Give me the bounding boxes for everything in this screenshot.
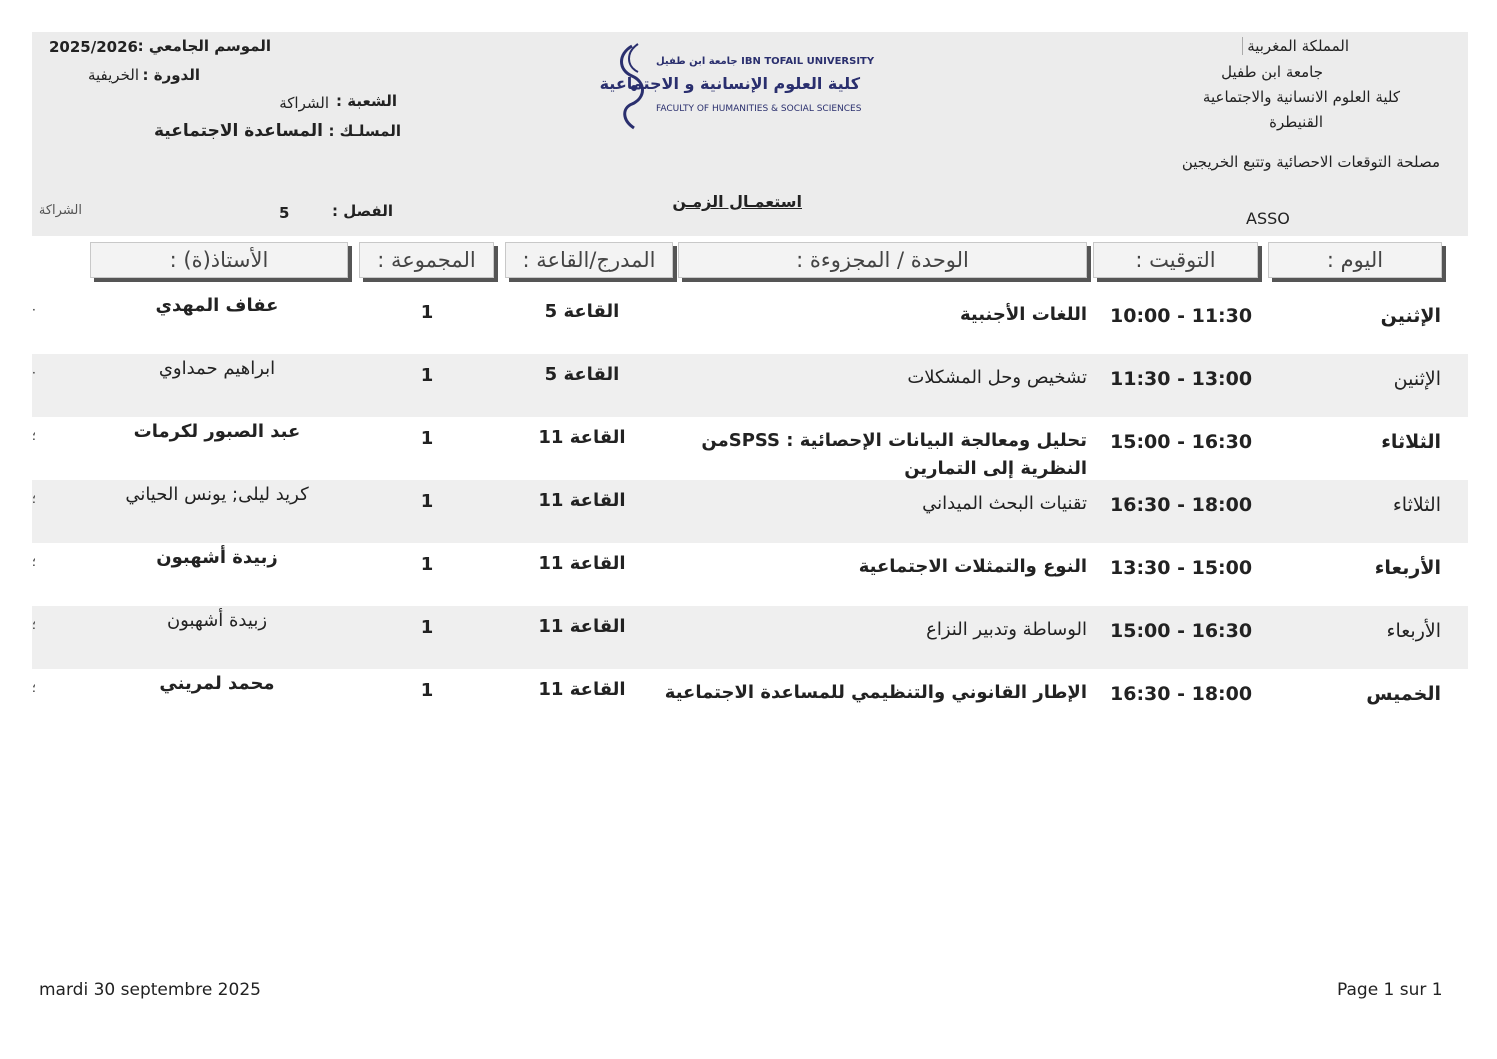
row-edge-mark: ؛ (32, 618, 36, 632)
time-cell: 15:00 - 16:30 (1110, 620, 1253, 642)
module-cell: الإطار القانوني والتنظيمي للمساعدة الاجتماعية (664, 682, 1087, 703)
module-cell: الوساطة وتدبير النزاع (926, 619, 1087, 640)
group-cell: 1 (420, 617, 434, 638)
branch-value: الشراكة (279, 94, 329, 112)
track-label: المسلـك : (328, 122, 401, 140)
institution-university: جامعة ابن طفيل (1221, 63, 1323, 81)
room-cell: القاعة 11 (538, 679, 626, 700)
professor-cell: عفاف المهدي (155, 295, 279, 316)
day-cell: الخميس (1366, 683, 1441, 705)
group-cell: 1 (420, 491, 434, 512)
time-cell: 16:30 - 18:00 (1110, 494, 1253, 516)
institution-kingdom: المملكة المغربية (1242, 37, 1349, 55)
semester-label: الفصل : (332, 202, 393, 220)
professor-cell: ابراهيم حمداوي (158, 358, 276, 379)
time-cell: 16:30 - 18:00 (1110, 683, 1253, 705)
row-edge-mark: ؛ (32, 492, 36, 506)
logo-line-3: FACULTY OF HUMANITIES & SOCIAL SCIENCES (656, 104, 862, 114)
professor-cell: محمد لمريني (159, 673, 275, 694)
time-cell: 10:00 - 11:30 (1110, 305, 1253, 327)
room-cell: القاعة 5 (544, 364, 620, 385)
branch-label: الشعبة : (336, 92, 397, 110)
logo-line-1: جامعة ابن طفيل IBN TOFAIL UNIVERSITY (656, 56, 875, 67)
session-label: الدورة : (142, 66, 200, 84)
footer-page-number: Page 1 sur 1 (1337, 980, 1443, 1000)
institution-service: مصلحة التوقعات الاحصائية وتتبع الخريجين (1181, 153, 1440, 171)
track-value: المساعدة الاجتماعية (154, 121, 323, 141)
day-cell: الأربعاء (1386, 620, 1441, 642)
group-cell: 1 (420, 365, 434, 386)
module-line-2: النظرية إلى التمارين (904, 458, 1087, 479)
column-header-day: اليوم : (1268, 242, 1442, 278)
university-logo (599, 40, 875, 132)
professor-cell: عبد الصبور لكرمات (133, 421, 301, 442)
row-edge-mark: ؛ (32, 555, 36, 569)
time-cell: 11:30 - 13:00 (1110, 368, 1253, 390)
table-row (32, 606, 1468, 669)
column-header-time: التوقيت : (1093, 242, 1258, 278)
day-cell: الثلاثاء (1381, 431, 1441, 453)
module-cell: اللغات الأجنبية (959, 304, 1087, 325)
group-cell: 1 (420, 302, 434, 323)
group-cell: 1 (420, 680, 434, 701)
row-edge-mark: ؛ (32, 429, 36, 443)
institution-faculty: كلية العلوم الانسانية والاجتماعية (1202, 88, 1400, 106)
column-header-room: المدرج/القاعة : (505, 242, 673, 278)
program-code: ASSO (1246, 209, 1290, 228)
column-header-professor: الأستاذ(ة) : (90, 242, 348, 278)
module-cell: تشخيص وحل المشكلات (907, 367, 1087, 388)
professor-cell: كريد ليلى; يونس الحياني (125, 484, 309, 505)
table-row (32, 417, 1468, 480)
day-cell: الإثنين (1380, 305, 1441, 327)
module-cell: تقنيات البحث الميداني (922, 493, 1087, 514)
table-row (32, 354, 1468, 417)
column-header-module: الوحدة / المجزوءة : (678, 242, 1087, 278)
room-cell: القاعة 11 (538, 553, 626, 574)
table-row (32, 291, 1468, 354)
row-edge-mark: · (32, 303, 36, 317)
module-cell: النوع والتمثلات الاجتماعية (858, 556, 1087, 577)
module-line-1: تحليل ومعالجة البيانات الإحصائية : SPSSمن (701, 430, 1087, 451)
season-label: الموسم الجامعي : (137, 37, 271, 55)
day-cell: الثلاثاء (1392, 494, 1441, 516)
professor-cell: زبيدة أشهبون (156, 547, 278, 568)
footer-date: mardi 30 septembre 2025 (39, 980, 261, 1000)
time-cell: 15:00 - 16:30 (1110, 431, 1253, 453)
module-cell (701, 427, 1087, 483)
room-cell: القاعة 11 (538, 616, 626, 637)
page-title: استعمـال الزمـن (672, 192, 802, 211)
group-cell: 1 (420, 428, 434, 449)
semester-value: 5 (279, 204, 290, 222)
row-edge-mark: · (32, 366, 36, 380)
logo-line-2: كلية العلوم الإنسانية و الاجتماعية (599, 74, 860, 93)
column-header-group: المجموعة : (359, 242, 494, 278)
table-row (32, 480, 1468, 543)
session-value: الخريفية (87, 66, 139, 84)
day-cell: الإثنين (1393, 368, 1441, 390)
day-cell: الأربعاء (1374, 557, 1441, 579)
room-cell: القاعة 11 (538, 490, 626, 511)
row-edge-mark: ؛ (32, 681, 36, 695)
corner-note: الشراكة (38, 203, 82, 218)
professor-cell: زبيدة أشهبون (166, 610, 268, 631)
table-row (32, 543, 1468, 606)
room-cell: القاعة 5 (544, 301, 620, 322)
season-value: 2025/2026 (49, 38, 138, 56)
time-cell: 13:30 - 15:00 (1110, 557, 1253, 579)
room-cell: القاعة 11 (538, 427, 626, 448)
group-cell: 1 (420, 554, 434, 575)
institution-city: القنيطرة (1269, 113, 1323, 131)
table-row (32, 669, 1468, 732)
